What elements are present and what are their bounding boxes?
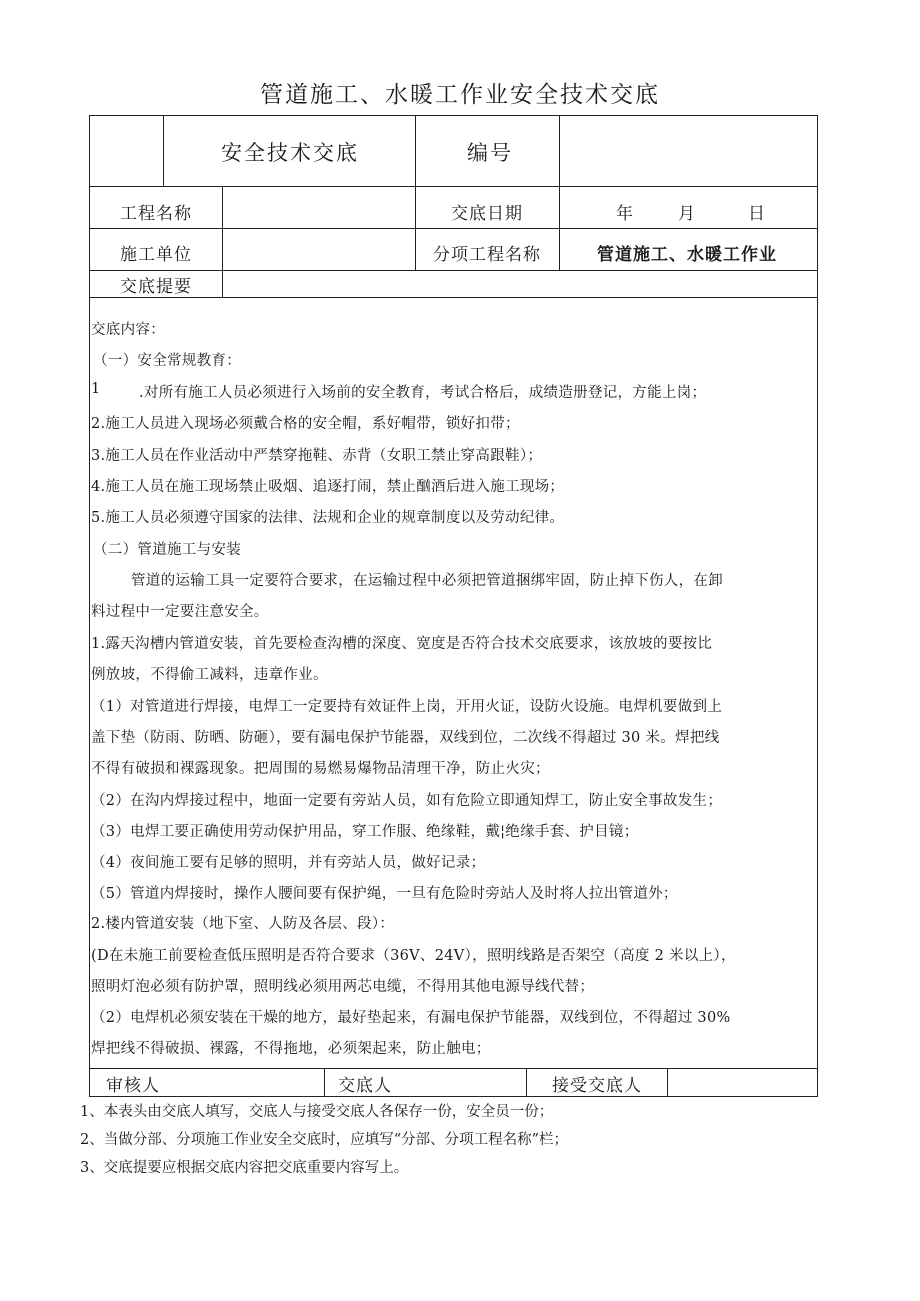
date-year-label: 年 [616,204,634,224]
project-name-label: 工程名称 [120,204,192,224]
footnote-1: 1、本表头由交底人填写，交底人与接受交底人各保存一份，安全员一份； [80,1104,554,1120]
content-heading: 交底内容： [91,322,165,338]
footnote-2: 2、当做分部、分项施工作业安全交底时，应填写“分部、分项工程名称”栏； [80,1132,569,1148]
welding-rule-4: （4）夜间施工要有足够的照明，并有旁站人员，做好记录； [91,855,486,871]
sub-project-name-value: 管道施工、水暖工作业 [597,245,777,265]
section-2-title: （二）管道施工与安装 [93,542,241,558]
indoor-rule-1-line-2: 照明灯泡必须有防护罩，照明线必须用两芯电缆，不得用其他电源导线代替； [91,979,595,995]
row-divider [89,297,818,298]
summary-label: 交底提要 [120,277,192,297]
section-2-intro-line-1: 管道的运输工具一定要符合要求，在运输过程中必须把管道捆绑牢固，防止掉下伤人，在卸 [131,573,723,589]
section-1-item-1-number: 1 [91,381,101,397]
indoor-rule-2-line-1: （2）电焊机必须安装在干燥的地方，最好垫起来，有漏电保护节能器，双线到位，不得超过 30% [91,1010,731,1026]
welding-rule-1-line-1: （1）对管道进行焊接，电焊工一定要持有效证件上岗，开用火证，设防火设施。电焊机要做到上 [91,699,723,715]
disclosure-date-label: 交底日期 [451,204,523,224]
row-divider [89,270,818,271]
table-border-right [817,115,818,1097]
welding-rule-3: （3）电焊工要正确使用劳动保护用品，穿工作服、绝缘鞋，戴¦绝缘手套、护目镜； [91,824,639,840]
section-1-item-3: 3.施工人员在作业活动中严禁穿拖鞋、赤背（女职工禁止穿高跟鞋）； [91,448,543,464]
row-divider [89,186,818,187]
row-divider [89,228,818,229]
column-divider [559,115,560,270]
row-divider [89,1068,818,1069]
section-2-point-1-line-1: 1.露天沟槽内管道安装，首先要检查沟槽的深度、宽度是否符合技术交底要求，该放坡的要按比 [91,636,713,652]
welding-rule-1-line-3: 不得有破损和裸露现象。把周围的易燃易爆物品清理干净，防止火灾； [91,761,550,777]
section-1-title: （一）安全常规教育： [93,353,241,369]
sub-project-name-label: 分项工程名称 [433,245,541,265]
indoor-rule-1-line-1: (D在未施工前要检查低压照明是否符合要求（36V、24V），照明线路是否架空（高度 2 米以上）， [91,948,736,964]
reviewer-label: 审核人 [106,1076,160,1096]
date-day-label: 日 [748,204,766,224]
welding-rule-2: （2）在沟内焊接过程中，地面一定要有旁站人员，如有危险立即通知焊工，防止安全事故发生； [91,793,723,809]
footnote-3: 3、交底提要应根据交底内容把交底重要内容写上。 [80,1160,409,1176]
receiver-label: 接受交底人 [552,1076,642,1096]
table-border-top [89,115,818,116]
welding-rule-5: （5）管道内焊接时，操作人腰间要有保护绳，一旦有危险时旁站人及时将人拉出管道外； [91,886,678,902]
section-1-item-4: 4.施工人员在施工现场禁止吸烟、追逐打闹，禁止酗酒后进入施工现场； [91,479,565,495]
section-2-point-1-line-2: 例放坡，不得偷工减料，违章作业。 [91,667,328,683]
table-border-left [89,115,90,1097]
number-label: 编号 [467,141,513,165]
column-divider [222,186,223,297]
indoor-rule-2-line-2: 焊把线不得破损、裸露，不得拖地，必须架起来，防止触电； [91,1041,491,1057]
table-border-bottom [89,1096,818,1097]
column-divider [667,1068,668,1096]
column-divider [526,1068,527,1096]
construction-unit-label: 施工单位 [120,245,192,265]
section-2-point-2: 2.楼内管道安装（地下室、人防及各层、段）： [91,916,395,932]
column-divider [163,115,164,186]
doc-type-label: 安全技术交底 [221,141,359,165]
document-title: 管道施工、水暖工作业安全技术交底 [260,82,660,108]
column-divider [415,115,416,270]
section-1-item-2: 2.施工人员进入现场必须戴合格的安全帽，系好帽带，锁好扣带； [91,416,520,432]
section-1-item-5: 5.施工人员必须遵守国家的法律、法规和企业的规章制度以及劳动纪律。 [91,510,565,526]
welding-rule-1-line-2: 盖下垫（防雨、防晒、防砸），要有漏电保护节能器，双线到位，二次线不得超过 30 米。焊把线 [91,730,720,746]
date-month-label: 月 [678,204,696,224]
section-2-intro-line-2: 料过程中一定要注意安全。 [91,604,269,620]
discloser-label: 交底人 [338,1076,392,1096]
section-1-item-1: .对所有施工人员必须进行入场前的安全教育，考试合格后，成绩造册登记，方能上岗； [139,385,707,401]
column-divider [324,1068,325,1096]
